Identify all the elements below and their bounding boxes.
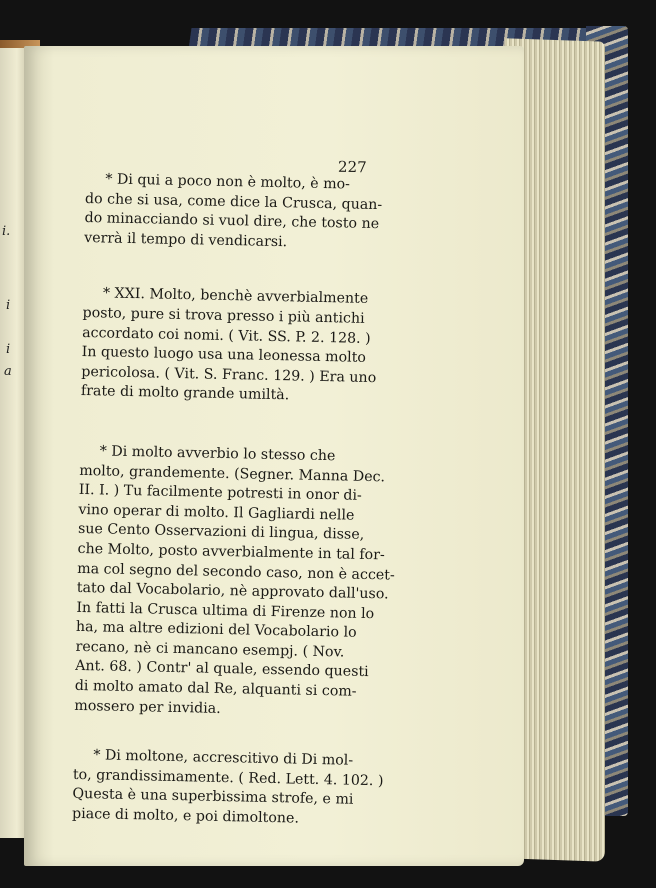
text-line: accordato coi nomi. ( Vit. SS. P. 2. 128. ) [82,324,371,347]
left-fragment: i [6,298,11,313]
text-line: ma col segno del secondo caso, non è accet- [77,560,395,584]
paragraph-3 [74,442,395,722]
text-line: che Molto, posto avverbialmente in tal for- [77,540,385,564]
page-text [71,150,395,830]
text-line: In fatti la Crusca ultima di Firenze non lo [76,599,375,622]
text-line: Questa è una superbissima strofe, e mi [72,786,354,809]
text-line: to, grandissimamente. ( Red. Lett. 4. 102. ) [72,766,384,790]
text-line: frate di molto grande umiltà. [80,383,290,404]
text-line: do minacciando si vuol dire, che tosto ne [84,210,380,233]
paragraph-2 [80,284,377,407]
text-line: molto, grandemente. (Segner. Manna Dec. [79,462,386,485]
text-line: piace di molto, e poi dimoltone. [71,805,300,827]
text-line: do che si usa, come dice la Crusca, quan- [84,190,383,213]
text-line: * Di qui a poco non è molto, è mo- [105,171,351,193]
text-line: sue Cento Osservazioni di lingua, disse, [77,521,365,544]
text-line: vino operar di molto. Il Gagliardi nelle [78,501,355,524]
text-line: tato dal Vocabolario, nè approvato dall'uso. [76,579,389,603]
text-line: verrà il tempo di vendicarsi. [83,229,288,251]
page-number: 227 [337,157,367,177]
text-line: recano, nè ci mancano esempj. ( Nov. [75,638,345,661]
left-fragment: i. [2,224,11,239]
text-line: di molto amato dal Re, alquanti si com- [74,677,357,700]
paragraph-1 [83,170,383,254]
text-line: posto, pure si trova presso i più antichi [82,304,365,327]
text-line: In questo luogo usa una leonessa molto [81,344,367,367]
text-line: ha, ma altre edizioni del Vocabolario lo [75,619,357,642]
text-line: * XXI. Molto, benchè avverbialmente [102,285,369,308]
paragraph-4 [71,746,384,830]
left-fragment: a [4,364,12,379]
text-line: II. I. ) Tu facilmente potresti in onor di- [78,482,362,504]
text-line: * Di moltone, accrescitivo di Di mol- [93,747,354,769]
text-line: * Di molto avverbio lo stesso che [99,443,336,465]
left-fragment: i [6,342,11,357]
text-line: mossero per invidia. [74,697,221,717]
text-line: Ant. 68. ) Contr' al quale, essendo questi [75,658,369,681]
text-line: pericolosa. ( Vit. S. Franc. 129. ) Era uno [81,363,377,386]
